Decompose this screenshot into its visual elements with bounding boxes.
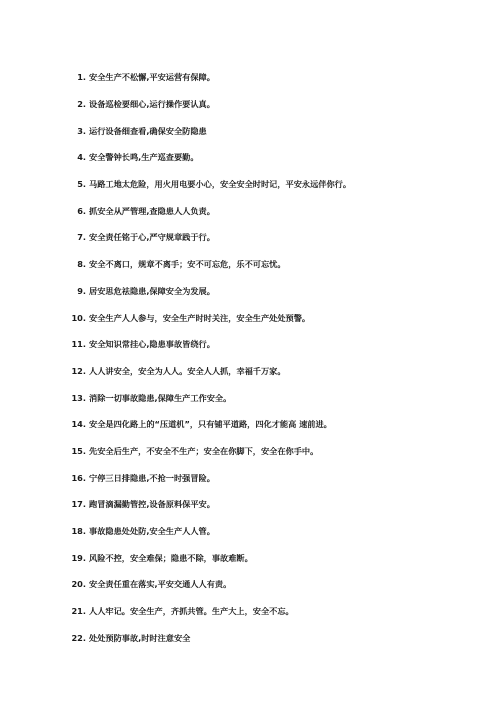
list-item bbox=[0, 117, 496, 144]
item-number: 16. bbox=[71, 472, 86, 483]
list-item bbox=[0, 278, 496, 305]
item-number: 2. bbox=[77, 99, 86, 110]
item-number: 6. bbox=[77, 205, 86, 216]
item-text: 运行设备细查看,确保安全防隐患 bbox=[89, 125, 207, 136]
list-item bbox=[0, 251, 496, 278]
item-text: 安全警钟长鸣,生产巡查要勤。 bbox=[89, 152, 199, 163]
list-item bbox=[0, 224, 496, 251]
item-number: 4. bbox=[77, 152, 86, 163]
list-item bbox=[0, 544, 496, 571]
item-text: 马路工地太危险，用火用电要小心，安全安全时时记，平安永远伴你行。 bbox=[89, 179, 352, 190]
list-item bbox=[0, 304, 496, 331]
item-number: 15. bbox=[71, 445, 86, 456]
item-text: 宁停三日排隐患,不抢一时强冒险。 bbox=[89, 472, 215, 483]
item-number: 10. bbox=[71, 312, 86, 323]
item-text: 人人牢记。安全生产，齐抓共管。生产大上，安全不忘。 bbox=[89, 606, 294, 617]
list-item bbox=[0, 64, 496, 91]
item-text: 先安全后生产，不安全不生产；安全在你脚下，安全在你手中。 bbox=[89, 445, 319, 456]
item-text: 安全责任铭于心,严守规章践于行。 bbox=[89, 232, 215, 243]
item-number: 19. bbox=[71, 552, 86, 563]
item-number: 21. bbox=[71, 606, 86, 617]
item-number: 13. bbox=[71, 392, 86, 403]
item-text: 消除一切事故隐患,保障生产工作安全。 bbox=[89, 392, 232, 403]
list-item bbox=[0, 358, 496, 385]
item-number: 22. bbox=[71, 632, 86, 643]
item-text: 抓安全从严管理,查隐患人人负责。 bbox=[89, 205, 215, 216]
list-item bbox=[0, 384, 496, 411]
item-text: 人人讲安全，安全为人人。安全人人抓，幸福千万家。 bbox=[89, 365, 286, 376]
item-number: 17. bbox=[71, 499, 86, 510]
list-item bbox=[0, 144, 496, 171]
list-item bbox=[0, 197, 496, 224]
item-text: 事故隐患处处防,安全生产人人管。 bbox=[89, 526, 215, 537]
list-item bbox=[0, 411, 496, 438]
item-text: 安全不离口，规章不离手；安不可忘危，乐不可忘忧。 bbox=[89, 259, 286, 270]
list-item bbox=[0, 598, 496, 625]
list-item bbox=[0, 91, 496, 118]
item-text: 跑冒滴漏勤管控,设备原料保平安。 bbox=[89, 499, 215, 510]
item-number: 7. bbox=[77, 232, 86, 243]
item-number: 1. bbox=[77, 72, 86, 83]
item-number: 11. bbox=[71, 339, 86, 350]
item-number: 9. bbox=[77, 285, 86, 296]
item-text: 处处预防事故,时时注意安全 bbox=[89, 632, 191, 643]
item-text: 安全责任重在落实,平安交通人人有责。 bbox=[89, 579, 232, 590]
item-number: 5. bbox=[77, 179, 86, 190]
list-item bbox=[0, 438, 496, 465]
item-text: 居安思危祛隐患,保障安全为发展。 bbox=[89, 285, 215, 296]
item-text: 安全是四化路上的“压道机”，只有铺平道路，四化才能高 速前进。 bbox=[89, 419, 332, 430]
item-text: 安全生产人人参与，安全生产时时关注，安全生产处处预警。 bbox=[89, 312, 311, 323]
item-number: 3. bbox=[77, 125, 86, 136]
item-number: 18. bbox=[71, 526, 86, 537]
list-item bbox=[0, 518, 496, 545]
list-item bbox=[0, 491, 496, 518]
slogan-list bbox=[0, 64, 496, 651]
item-number: 8. bbox=[77, 259, 86, 270]
list-item bbox=[0, 464, 496, 491]
list-item bbox=[0, 171, 496, 198]
list-item bbox=[0, 624, 496, 651]
item-text: 安全知识常挂心,隐患事故皆绕行。 bbox=[89, 339, 215, 350]
item-text: 安全生产不松懈,平安运营有保障。 bbox=[89, 72, 215, 83]
item-text: 设备巡检要细心,运行操作要认真。 bbox=[89, 99, 215, 110]
list-item bbox=[0, 571, 496, 598]
item-text: 风险不控，安全难保；隐患不除，事故难断。 bbox=[89, 552, 253, 563]
list-item bbox=[0, 331, 496, 358]
item-number: 12. bbox=[71, 365, 86, 376]
item-number: 20. bbox=[71, 579, 86, 590]
item-number: 14. bbox=[71, 419, 86, 430]
